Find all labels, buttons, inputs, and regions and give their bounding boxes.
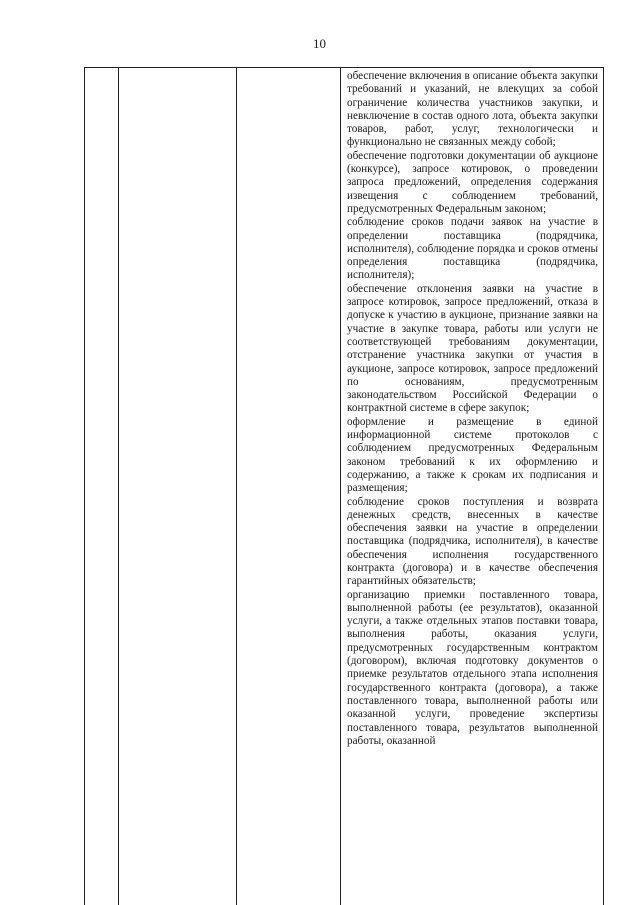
duty-paragraph: обеспечение включения в описание объекта закупки требований и указаний, не влекущих за собой ограничение количества участников закупки, и невключение в состав одного лота, объекта закупки товаров, работ, услуг, технологически и функционально не связанных между собой; [347,70,598,149]
page-number: 10 [313,36,326,51]
column-divider-3 [340,67,341,905]
duty-paragraph: оформление и размещение в единой информационной системе протоколов с соблюдением предусмотренных Федеральным законом требований к их оформлению и содержанию, а также к срокам их подписания и размещения; [347,415,598,495]
column-divider-2 [236,67,237,905]
duty-paragraph: соблюдение сроков поступления и возврата денежных средств, внесенных в качестве обеспечения заявки на участие в определении поставщика (подрядчика, исполнителя), в качестве обеспечения исполнения государственного контракта (договора) и в качестве обеспечения гарантийных обязательств; [347,495,598,588]
duty-paragraph: обеспечение отклонения заявки на участие в запросе котировок, запросе предложений, отказа в допуске к участию в аукционе, признание заявки на участие в закупке товара, работы или услуги не соответствующей требованиям документации, отстранение участника закупки от участия в аукционе, запросе котировок, запросе предложений по основаниям, предусмотренным законодательством Российской Федерации о контрактной системе в сфере закупок; [347,282,598,415]
duty-paragraph: организацию приемки поставленного товара, выполненной работы (ее результатов), оказанной услуги, а также отдельных этапов поставки товара, выполнения работы, оказания услуги, предусмотренных государственным контрактом (договором), включая подготовку документов о приемке результатов отдельного этапа исполнения государственного контракта (договора), а также поставленного товара, выполненной работы или оказанной услуги, проведение экспертизы поставленного товара, результатов выполненной работы, оказанной [347,588,598,747]
duties-cell [347,70,598,748]
table-right-border [603,67,604,905]
duty-paragraph: соблюдение сроков подачи заявок на участие в определении поставщика (подрядчика, исполнителя), соблюдение порядка и сроков отмены определения поставщика (подрядчика, исполнителя); [347,216,598,282]
column-divider-1 [118,67,119,905]
duty-paragraph: обеспечение подготовки документации об аукционе (конкурсе), запросе котировок, о проведении запроса предложений, определения содержания извещения с соблюдением требований, предусмотренных Федеральным законом; [347,149,598,215]
